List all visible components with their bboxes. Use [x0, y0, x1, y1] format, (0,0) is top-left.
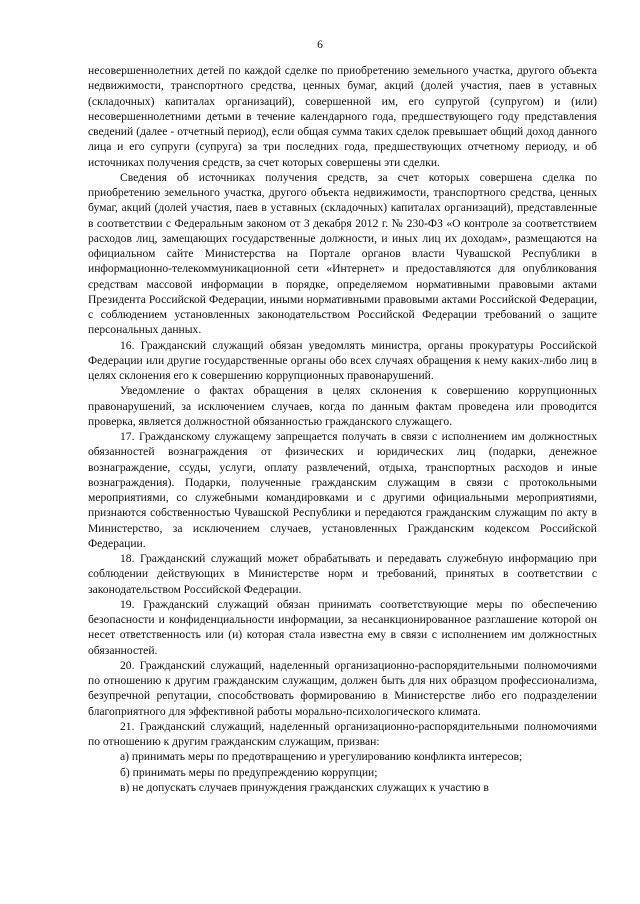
list-item-v: в) не допускать случаев принуждения гражданских служащих к участию в	[120, 780, 489, 794]
paragraph-income-sources: Сведения об источниках получения средств, за счет которых совершена сделка по приобретению земельного участка, другого объекта недвижимости, транспортного средства, ценных бумаг, акций (долей участия, паев в уставных (складочных) капиталах организаций), представленные в соответствии с Федеральным законом от 3 декабря 2012 г. № 230-ФЗ «О контроле за соответствием расходов лиц, замещающих государственные должности, и иных лиц их доходам», размещаются на официальном сайте Министерства на Портале органов власти Чувашской Республики в информационно-телекоммуникационной сети «Интернет» и предоставляются для опубликования средствам массовой информации в порядке, определяемом нормативными правовыми актами Президента Российской Федерации, иными нормативными правовыми актами Российской Федерации, с соблюдением установленных законодательством Российской Федерации требований о защите персональных данных.	[88, 170, 597, 337]
list-item-a: а) принимать меры по предотвращению и урегулированию конфликта интересов;	[120, 750, 523, 764]
paragraph-19: 19. Гражданский служащий обязан принимать соответствующие меры по обеспечению безопасности и конфиденциальности информации, за несанкционированное разглашение которой он несет ответственность или (и) которая стала известна ему в связи с исполнением им должностных обязанностей.	[88, 597, 597, 657]
paragraph-21: 21. Гражданский служащий, наделенный организационно-распорядительными полномочиями по отношению к другим гражданским служащим, призван:	[88, 719, 597, 748]
paragraph-16-notice: Уведомление о фактах обращения в целях склонения к совершению коррупционных правонарушений, за исключением случаев, когда по данным фактам проведена или проводится проверка, является должностной обязанностью гражданского служащего.	[88, 384, 597, 428]
paragraph-20: 20. Гражданский служащий, наделенный организационно-распорядительными полномочиями по отношению к другим гражданским служащим, должен быть для них образцом профессионализма, безупречной репутации, способствовать формированию в Министерстве либо его подразделении благоприятного для эффективной работы морально-психологического климата.	[88, 658, 597, 718]
paragraph-18: 18. Гражданский служащий может обрабатывать и передавать служебную информацию при соблюдении действующих в Министерстве норм и требований, принятых в соответствии с законодательством Российской Федерации.	[88, 552, 597, 596]
page-number: 6	[317, 39, 323, 51]
paragraph-16: 16. Гражданский служащий обязан уведомлять министра, органы прокуратуры Российской Федерации или другие государственные органы обо всех случаях обращения к нему каких-либо лиц в целях склонения его к совершению коррупционных правонарушений.	[88, 338, 597, 382]
paragraph-17: 17. Гражданскому служащему запрещается получать в связи с исполнением им должностных обязанностей вознаграждения от физических и юридических лиц (подарки, денежное вознаграждение, ссуды, услуги, оплату развлечений, отдыха, транспортных расходов и иные вознаграждения). Подарки, полученные гражданским служащим в связи с протокольными мероприятиями, со служебными командировками и с другими официальными мероприятиями, признаются собственностью Чувашской Республики и передаются гражданским служащим по акту в Министерство, за исключением случаев, установленных Гражданским кодексом Российской Федерации.	[88, 430, 597, 550]
list-item-b: б) принимать меры по предупреждению коррупции;	[120, 765, 378, 779]
paragraph-continuation: несовершеннолетних детей по каждой сделке по приобретению земельного участка, другого объекта недвижимости, транспортного средства, ценных бумаг, акций (долей участия, паев в уставных (складочных) капиталах организаций), совершенной им, его супругой (супругом) и (или) несовершеннолетними детьми в течение календарного года, предшествующего году представления сведений (далее - отчетный период), если общая сумма таких сделок превышает общий доход данного лица и его супруги (супруга) за три последних года, предшествующих отчетному периоду, и об источниках получения средств, за счет которых совершены эти сделки.	[88, 64, 597, 169]
document-body	[88, 63, 597, 795]
